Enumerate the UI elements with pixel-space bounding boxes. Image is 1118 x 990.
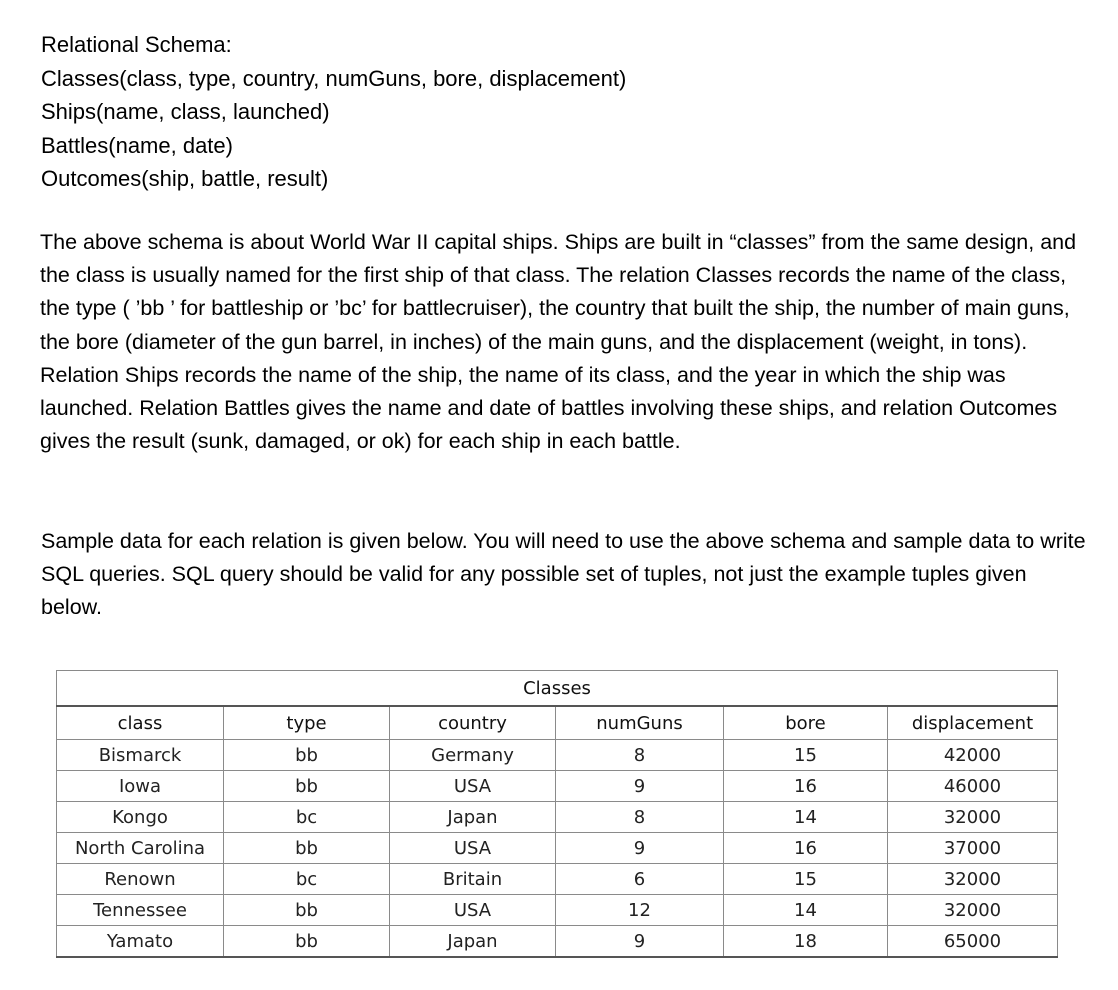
schema-relation-battles: Battles(name, date) bbox=[41, 132, 233, 158]
table-body bbox=[57, 740, 1058, 958]
table-row bbox=[57, 802, 1058, 833]
table-cell-type: bc bbox=[224, 864, 390, 895]
table-cell-type: bb bbox=[224, 926, 390, 958]
table-cell-displacement: 65000 bbox=[888, 926, 1058, 958]
schema-relation-classes: Classes(class, type, country, numGuns, bore, displacement) bbox=[41, 65, 627, 91]
sample-data-instructions: Sample data for each relation is given below. You will need to use the above schema and sample data to write SQL queries. SQL query should be valid for any possible set of tuples, not just the example tuples given below. bbox=[41, 529, 1086, 620]
table-cell-numguns: 9 bbox=[556, 771, 724, 802]
table-cell-numguns: 9 bbox=[556, 926, 724, 958]
table-cell-class: Renown bbox=[57, 864, 224, 895]
table-cell-displacement: 32000 bbox=[888, 802, 1058, 833]
table-cell-numguns: 8 bbox=[556, 802, 724, 833]
table-cell-country: USA bbox=[390, 895, 556, 926]
table-row bbox=[57, 771, 1058, 802]
table-cell-bore: 18 bbox=[724, 926, 888, 958]
table-cell-type: bb bbox=[224, 740, 390, 771]
table-cell-numguns: 8 bbox=[556, 740, 724, 771]
table-cell-country: USA bbox=[390, 833, 556, 864]
table-cell-class: Yamato bbox=[57, 926, 224, 958]
table-cell-type: bb bbox=[224, 895, 390, 926]
table-row bbox=[57, 895, 1058, 926]
schema-heading: Relational Schema: bbox=[41, 32, 232, 57]
table-cell-displacement: 42000 bbox=[888, 740, 1058, 771]
table-cell-displacement: 46000 bbox=[888, 771, 1058, 802]
table-cell-displacement: 32000 bbox=[888, 895, 1058, 926]
table-cell-displacement: 37000 bbox=[888, 833, 1058, 864]
column-header-type: type bbox=[224, 706, 390, 740]
classes-table bbox=[56, 670, 1058, 958]
schema-relation-outcomes: Outcomes(ship, battle, result) bbox=[41, 166, 329, 191]
table-cell-type: bb bbox=[224, 833, 390, 864]
table-cell-type: bc bbox=[224, 802, 390, 833]
table-cell-class: Bismarck bbox=[57, 740, 224, 771]
table-cell-class: Tennessee bbox=[57, 895, 224, 926]
table-title: Classes bbox=[57, 671, 1058, 707]
table-header-row bbox=[57, 706, 1058, 740]
table-row bbox=[57, 926, 1058, 958]
table-cell-class: Iowa bbox=[57, 771, 224, 802]
table-cell-numguns: 9 bbox=[556, 833, 724, 864]
column-header-numguns: numGuns bbox=[556, 706, 724, 740]
table-cell-country: Japan bbox=[390, 802, 556, 833]
column-header-class: class bbox=[57, 706, 224, 740]
table-row bbox=[57, 833, 1058, 864]
table-cell-type: bb bbox=[224, 771, 390, 802]
table-cell-class: Kongo bbox=[57, 802, 224, 833]
table-cell-country: Britain bbox=[390, 864, 556, 895]
table-cell-bore: 15 bbox=[724, 864, 888, 895]
table-cell-country: Germany bbox=[390, 740, 556, 771]
schema-description: The above schema is about World War II capital ships. Ships are built in “classes” from the same design, and the class is usually named for the first ship of that class. The relation Classes records the name of the class, the type ( ’bb ’ for battleship or ’bc’ for battlecruiser), the country that built the ship, the number of main guns, the bore (diameter of the gun barrel, in inches) of the main guns, and the displacement (weight, in tons). Relation Ships records the name of the ship, the name of its class, and the year in which the ship was launched. Relation Battles gives the name and date of battles involving these ships, and relation Outcomes gives the result (sunk, damaged, or ok) for each ship in each battle. bbox=[40, 230, 1077, 454]
table-cell-displacement: 32000 bbox=[888, 864, 1058, 895]
table-cell-bore: 16 bbox=[724, 771, 888, 802]
schema-relation-ships: Ships(name, class, launched) bbox=[41, 99, 330, 124]
table-cell-bore: 14 bbox=[724, 895, 888, 926]
table-cell-country: USA bbox=[390, 771, 556, 802]
table-cell-bore: 16 bbox=[724, 833, 888, 864]
table-row bbox=[57, 864, 1058, 895]
relational-schema bbox=[41, 28, 626, 196]
column-header-displacement: displacement bbox=[888, 706, 1058, 740]
table-cell-class: North Carolina bbox=[57, 833, 224, 864]
column-header-country: country bbox=[390, 706, 556, 740]
table-cell-numguns: 12 bbox=[556, 895, 724, 926]
table-cell-bore: 15 bbox=[724, 740, 888, 771]
column-header-bore: bore bbox=[724, 706, 888, 740]
table-cell-bore: 14 bbox=[724, 802, 888, 833]
table-row bbox=[57, 740, 1058, 771]
classes-table-container bbox=[56, 670, 1057, 958]
table-cell-numguns: 6 bbox=[556, 864, 724, 895]
table-cell-country: Japan bbox=[390, 926, 556, 958]
